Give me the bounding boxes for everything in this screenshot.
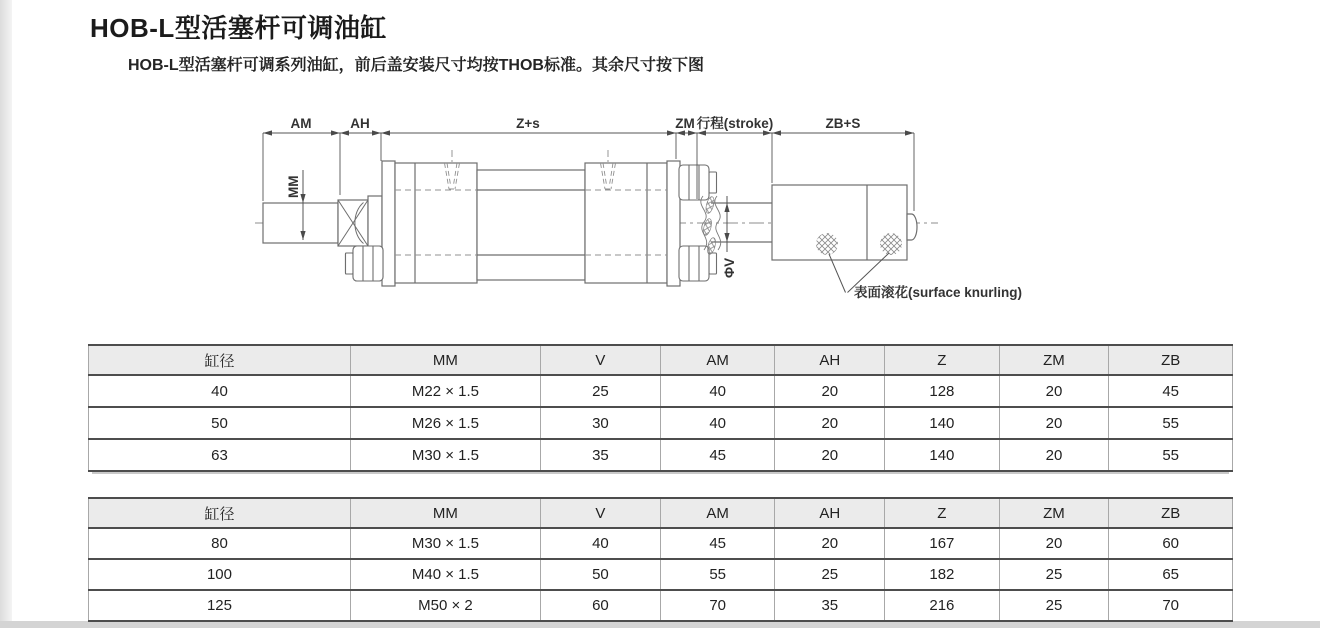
table-row — [89, 407, 1233, 439]
table-row — [89, 590, 1233, 621]
header-cell: MM — [350, 345, 540, 375]
header-cell: ZB — [1109, 498, 1233, 528]
spec-table-small-bores — [88, 344, 1233, 472]
header-cell: AM — [660, 498, 774, 528]
front-cap — [395, 163, 477, 283]
table-cell: 128 — [885, 375, 999, 407]
table-cell: 20 — [775, 439, 885, 471]
table-cell: 50 — [540, 559, 660, 590]
table-cell: 40 — [660, 375, 774, 407]
table-cell: 25 — [775, 559, 885, 590]
table-cell: M30 × 1.5 — [350, 439, 540, 471]
table-row — [89, 559, 1233, 590]
header-cell: Z — [885, 498, 999, 528]
dim-label-phi-v: ΦV — [722, 257, 737, 278]
header-cell: Z — [885, 345, 999, 375]
table-cell: M30 × 1.5 — [350, 528, 540, 559]
table-cell: 30 — [540, 407, 660, 439]
header-cell: 缸径 — [89, 345, 351, 375]
dim-label-ah: AH — [350, 116, 370, 131]
piston-rod-thread — [263, 203, 338, 243]
table-cell: 40 — [540, 528, 660, 559]
dim-label-zm: ZM — [675, 116, 695, 131]
table-cell: 25 — [540, 375, 660, 407]
header-cell: MM — [350, 498, 540, 528]
table-cell: 140 — [885, 439, 999, 471]
table-cell: 55 — [1109, 439, 1233, 471]
header-cell: AH — [775, 345, 885, 375]
page-subtitle: HOB-L型活塞杆可调系列油缸，前后盖安装尺寸均按THOB标准。其余尺寸按下图 — [128, 57, 704, 74]
wrench-flats — [338, 200, 368, 246]
table-cell: 45 — [660, 439, 774, 471]
table-cell: M40 × 1.5 — [350, 559, 540, 590]
table-cell: 70 — [660, 590, 774, 621]
table-cell: 216 — [885, 590, 999, 621]
table-cell: 25 — [999, 590, 1109, 621]
table-cell: 140 — [885, 407, 999, 439]
header-cell: AH — [775, 498, 885, 528]
header-cell: 缸径 — [89, 498, 351, 528]
table-cell: 40 — [89, 375, 351, 407]
header-cell: V — [540, 498, 660, 528]
table-cell: 45 — [660, 528, 774, 559]
cylinder-technical-drawing — [250, 103, 1025, 315]
front-flange-plate — [382, 161, 395, 286]
table-cell: 65 — [1109, 559, 1233, 590]
table-row — [89, 375, 1233, 407]
table-header-row — [89, 345, 1233, 375]
table-cell: 20 — [775, 407, 885, 439]
table-cell: 80 — [89, 528, 351, 559]
table-cell: 63 — [89, 439, 351, 471]
table-cell: 20 — [775, 528, 885, 559]
table-cell: 40 — [660, 407, 774, 439]
knurling-callout-label: 表面滚花(surface knurling) — [854, 285, 1023, 300]
table-cell: 20 — [775, 375, 885, 407]
header-cell: ZM — [999, 498, 1109, 528]
table-cell: 60 — [540, 590, 660, 621]
rear-cap — [585, 163, 667, 283]
table-cell: 100 — [89, 559, 351, 590]
table-cell: 182 — [885, 559, 999, 590]
header-cell: V — [540, 345, 660, 375]
table-cell: M50 × 2 — [350, 590, 540, 621]
cylinder-tube — [477, 170, 585, 280]
table-cell: 50 — [89, 407, 351, 439]
table-cell: 35 — [775, 590, 885, 621]
dim-label-zb-s: ZB+S — [825, 116, 861, 131]
header-cell: AM — [660, 345, 774, 375]
table-row — [89, 528, 1233, 559]
page-title: HOB-L型活塞杆可调油缸 — [90, 13, 387, 43]
rod-collar — [368, 196, 382, 250]
header-cell: ZB — [1109, 345, 1233, 375]
header-cell: ZM — [999, 345, 1109, 375]
rear-flange-plate — [667, 161, 680, 286]
table-cell: 167 — [885, 528, 999, 559]
table-cell: 55 — [660, 559, 774, 590]
table-cell: 70 — [1109, 590, 1233, 621]
table-cell: 20 — [999, 528, 1109, 559]
dim-label-z-s: Z+s — [516, 116, 540, 131]
table-cell: 45 — [1109, 375, 1233, 407]
table-cell: 20 — [999, 375, 1109, 407]
table-cell: M26 × 1.5 — [350, 407, 540, 439]
page-left-edge — [0, 0, 12, 628]
table-cell: 60 — [1109, 528, 1233, 559]
table-header-row — [89, 498, 1233, 528]
dim-label-mm: MM — [286, 175, 301, 198]
table-cell: 35 — [540, 439, 660, 471]
page-bottom-edge — [0, 621, 1320, 628]
table-cell: 25 — [999, 559, 1109, 590]
dim-label-stroke: 行程(stroke) — [696, 116, 774, 131]
table-cell: 55 — [1109, 407, 1233, 439]
spec-table-large-bores — [88, 497, 1233, 622]
table-cell: 20 — [999, 439, 1109, 471]
table-row — [89, 439, 1233, 471]
dim-label-am: AM — [290, 116, 312, 131]
table-cell: 20 — [999, 407, 1109, 439]
table-cell: 125 — [89, 590, 351, 621]
table-cell: M22 × 1.5 — [350, 375, 540, 407]
